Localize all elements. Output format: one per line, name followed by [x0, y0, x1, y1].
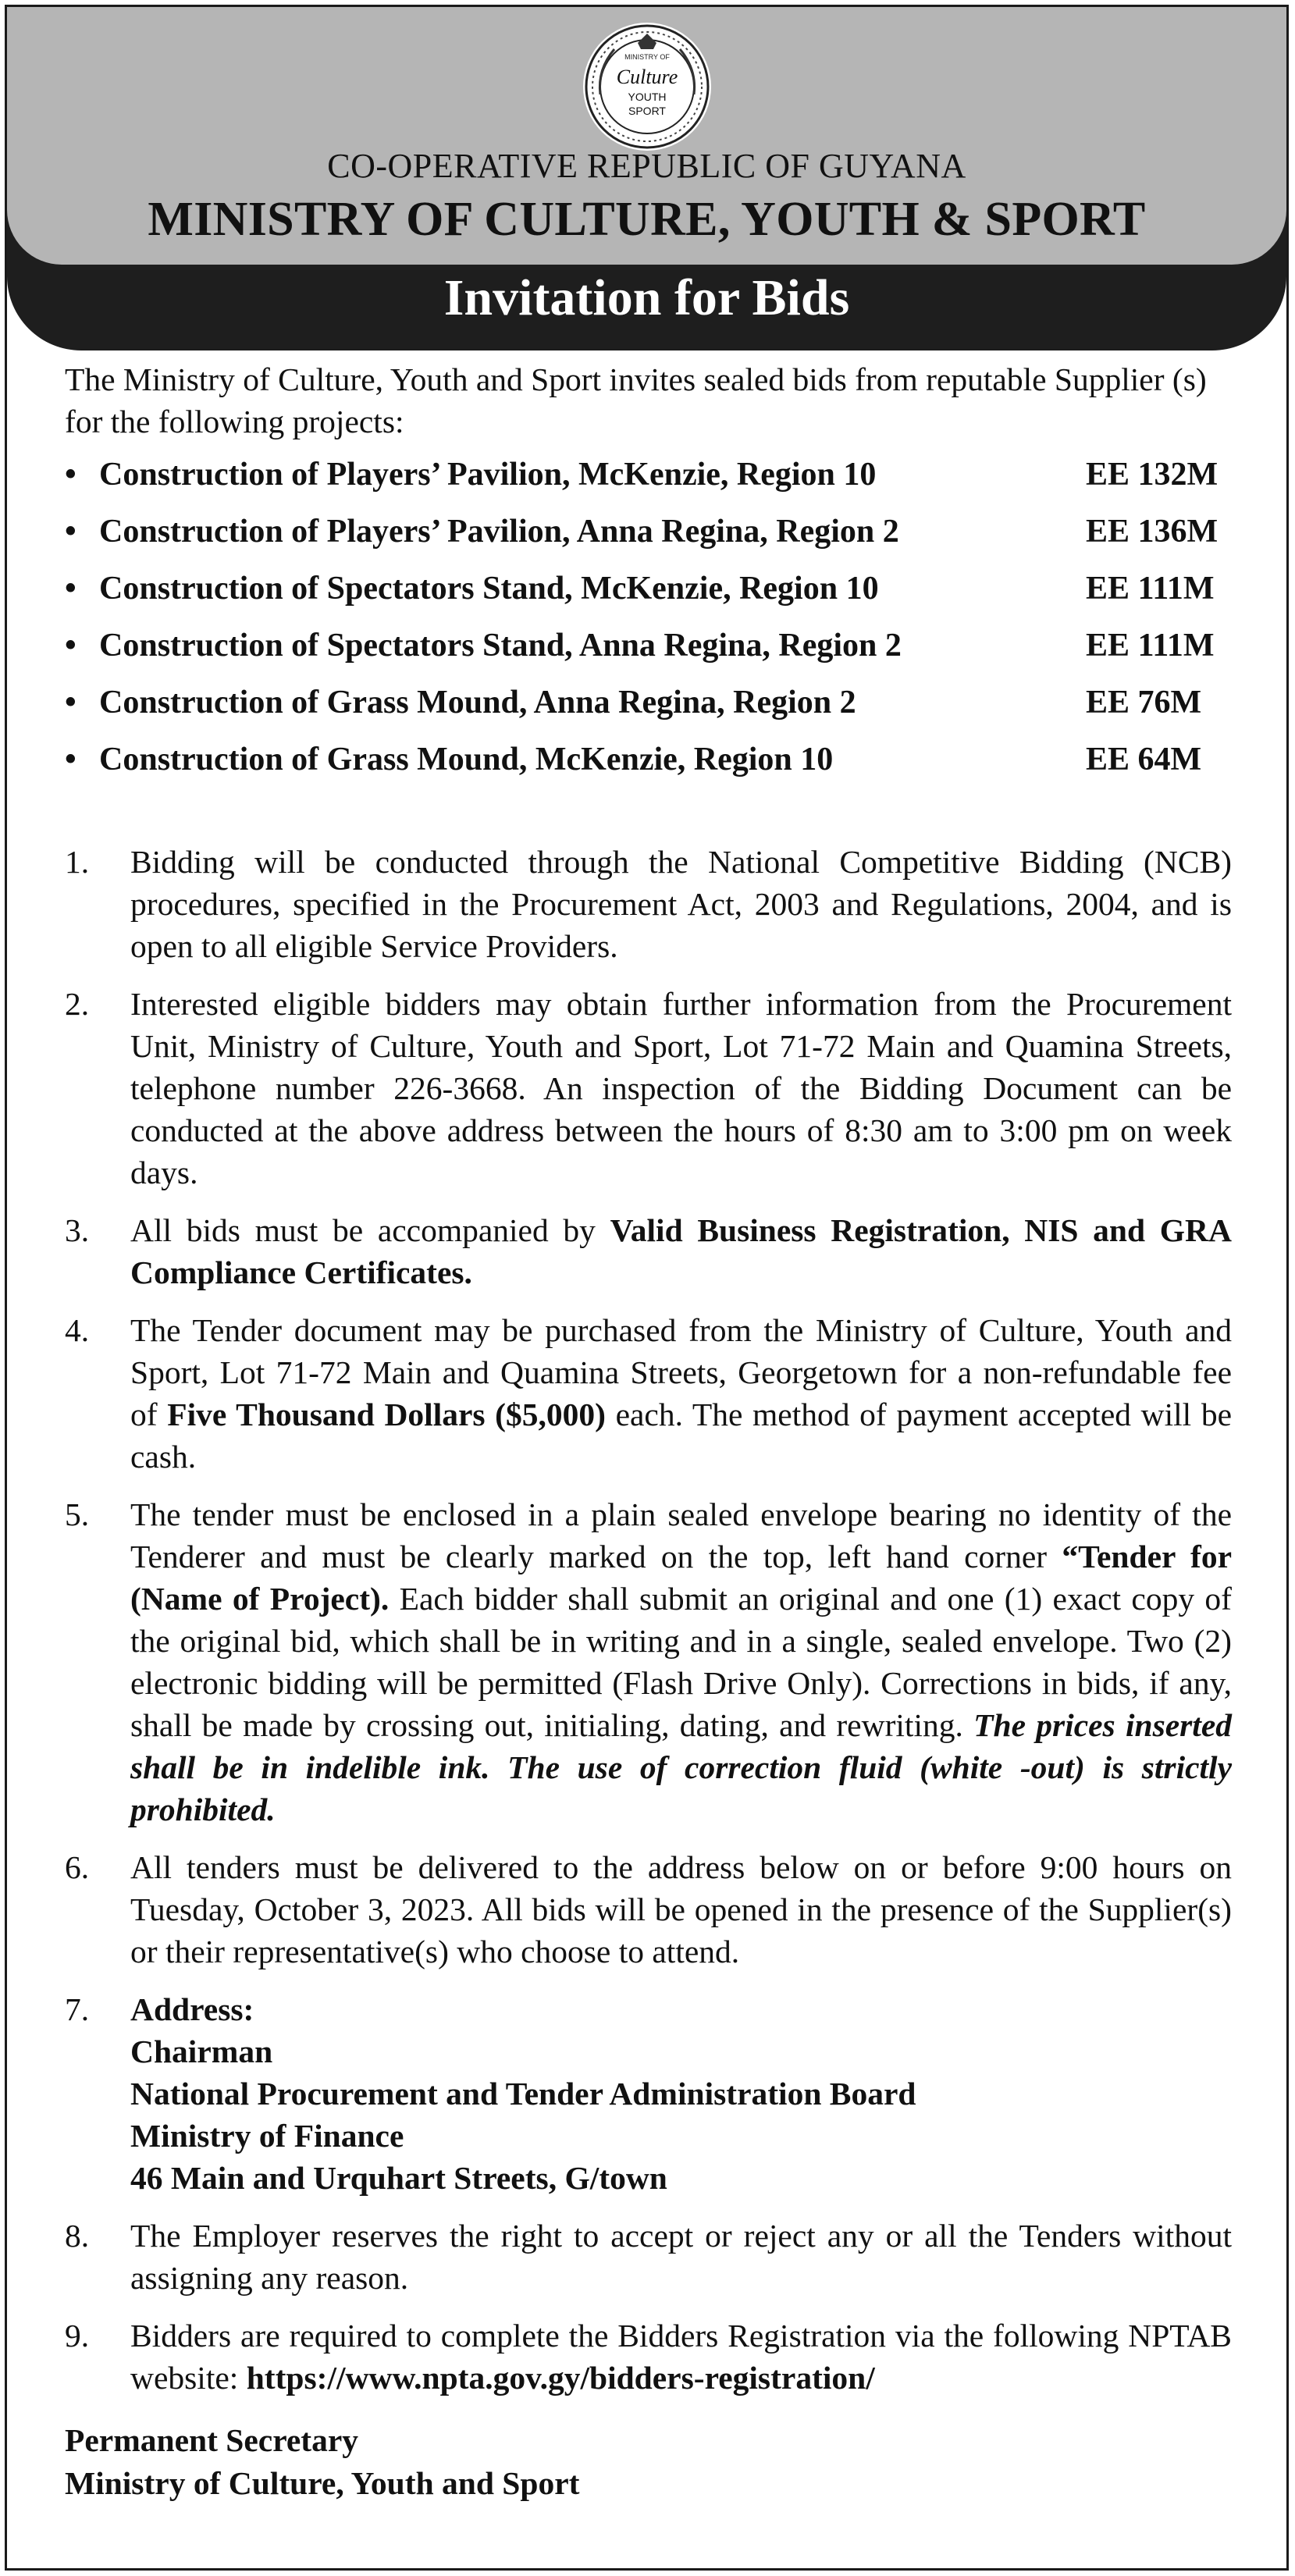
- notice-body: [65, 358, 1232, 2505]
- item-number: 3.: [65, 1212, 90, 1248]
- address-line: Chairman: [130, 2033, 273, 2069]
- instruction-item: [65, 2215, 1232, 2299]
- seal-text-top: MINISTRY OF: [624, 53, 670, 61]
- project-list: [65, 454, 1232, 795]
- project-estimate: EE 76M: [1086, 685, 1202, 720]
- item-text: Bidding will be conducted through the National Competitive Bidding (NCB) procedures, specified in the Procurement Act, 2003 and Regulations, 2004, and is open to all eligible Service Providers.: [130, 844, 1232, 964]
- item-number: 6.: [65, 1849, 90, 1885]
- ministry-seal-logo: [583, 23, 711, 151]
- ministry-name: MINISTRY OF CULTURE, YOUTH & SPORT: [148, 193, 1146, 246]
- seal-text-sport: SPORT: [628, 105, 666, 117]
- item-number: 9.: [65, 2318, 90, 2354]
- address-heading: Address:: [130, 1991, 254, 2027]
- project-name: Construction of Spectators Stand, McKenzie, Region 10: [99, 571, 879, 607]
- item-number: 7.: [65, 1991, 90, 2027]
- instruction-item: [65, 1988, 1232, 2199]
- bullet-icon: •: [65, 571, 76, 607]
- item-text-bold: Valid Business Registration, NIS and GRA Compliance Certificates.: [130, 1212, 1232, 1290]
- project-item: [65, 454, 1232, 511]
- item-number: 2.: [65, 986, 90, 1022]
- item-text: [130, 2314, 1232, 2399]
- item-number: 5.: [65, 1496, 90, 1532]
- address-line: Ministry of Finance: [130, 2118, 404, 2154]
- bid-notice: [5, 5, 1289, 2571]
- instruction-item: [65, 2314, 1232, 2399]
- seal-text-youth: YOUTH: [628, 91, 666, 103]
- item-number: 4.: [65, 1312, 90, 1348]
- project-name: Construction of Spectators Stand, Anna Regina, Region 2: [99, 628, 902, 664]
- signatory-ministry: Ministry of Culture, Youth and Sport: [65, 2465, 580, 2501]
- bullet-icon: •: [65, 742, 76, 777]
- item-text-part: The Tender document may be purchased from the Ministry of Culture, Youth and Sport, Lot 71-72 Main and Quamina Streets, Georgetown for a non-refundable fee of: [130, 1312, 1232, 1432]
- item-text: [130, 1209, 1232, 1293]
- item-text-bold-italic: The prices inserted shall be in indelible ink. The use of correction fluid (white -out) is strictly prohibited.: [130, 1707, 1232, 1827]
- item-text-bold: Five Thousand Dollars ($5,000): [167, 1397, 606, 1432]
- address-line: 46 Main and Urquhart Streets, G/town: [130, 2160, 667, 2196]
- item-text-part: Each bidder shall submit an original and one (1) exact copy of the original bid, which shall be in writing and in a single, sealed envelope. Two (2) electronic bidding will be permitted (Flash Drive Only). Corrections in bids, if any, shall be made by crossing out, initialing, dating, and rewriting.: [130, 1581, 1233, 1743]
- project-name: Construction of Players’ Pavilion, Anna Regina, Region 2: [99, 514, 899, 550]
- country-name: CO-OPERATIVE REPUBLIC OF GUYANA: [327, 147, 966, 185]
- instruction-item: [65, 1209, 1232, 1293]
- project-item: [65, 624, 1232, 681]
- item-text: All tenders must be delivered to the address below on or before 9:00 hours on Tuesday, October 3, 2023. All bids will be opened in the presence of the Supplier(s) or their representative(s) who choose to attend.: [130, 1849, 1232, 1969]
- project-estimate: EE 111M: [1086, 571, 1215, 607]
- instruction-item: [65, 983, 1232, 1194]
- item-text-bold: “Tender for (Name of Project).: [130, 1539, 1232, 1617]
- registration-link[interactable]: https://www.npta.gov.gy/bidders-registration/: [246, 2360, 875, 2396]
- instruction-item: [65, 841, 1232, 967]
- item-text-part: Bidders are required to complete the Bidders Registration via the following NPTAB website:: [130, 2318, 1232, 2396]
- bullet-icon: •: [65, 628, 76, 664]
- item-text: [130, 1309, 1232, 1478]
- project-item: [65, 738, 1232, 795]
- seal-graphic: [583, 23, 711, 151]
- item-text-part: The tender must be enclosed in a plain sealed envelope bearing no identity of the Tenderer and must be clearly marked on the top, left hand corner: [130, 1496, 1232, 1574]
- project-name: Construction of Grass Mound, McKenzie, Region 10: [99, 742, 834, 777]
- item-text: The Employer reserves the right to accept or reject any or all the Tenders without assigning any reason.: [130, 2218, 1232, 2296]
- project-name: Construction of Grass Mound, Anna Regina, Region 2: [99, 685, 856, 720]
- address-line: National Procurement and Tender Administration Board: [130, 2076, 916, 2112]
- signatory-title: Permanent Secretary: [65, 2422, 359, 2458]
- bullet-icon: •: [65, 514, 76, 550]
- item-number: 1.: [65, 844, 90, 880]
- item-number: 8.: [65, 2218, 90, 2254]
- item-text-part: each. The method of payment accepted will be cash.: [130, 1397, 1232, 1475]
- project-item: [65, 568, 1232, 624]
- project-estimate: EE 132M: [1086, 457, 1219, 493]
- bullet-icon: •: [65, 457, 76, 493]
- project-estimate: EE 64M: [1086, 742, 1202, 777]
- project-name: Construction of Players’ Pavilion, McKenzie, Region 10: [99, 457, 877, 493]
- address-block: [130, 1988, 1232, 2199]
- instruction-item: [65, 1493, 1232, 1831]
- notice-header: [7, 7, 1286, 350]
- instruction-item: [65, 1846, 1232, 1973]
- instruction-item: [65, 1309, 1232, 1478]
- notice-title: Invitation for Bids: [443, 269, 850, 326]
- item-text: [130, 1493, 1232, 1831]
- project-item: [65, 681, 1232, 738]
- instruction-list: [65, 841, 1232, 2399]
- project-estimate: EE 111M: [1086, 628, 1215, 664]
- signature-block: [65, 2419, 1232, 2505]
- item-text-part: All bids must be accompanied by: [130, 1212, 610, 1248]
- project-item: [65, 511, 1232, 568]
- intro-paragraph: The Ministry of Culture, Youth and Sport invites sealed bids from reputable Supplier (s) for the following projects:: [65, 361, 1207, 439]
- project-estimate: EE 136M: [1086, 514, 1219, 550]
- item-text: Interested eligible bidders may obtain further information from the Procurement Unit, Ministry of Culture, Youth and Sport, Lot 71-72 Main and Quamina Streets, telephone number 226-3668. An inspection of the Bidding Document can be conducted at the above address between the hours of 8:30 am to 3:00 pm on week days.: [130, 986, 1232, 1190]
- bullet-icon: •: [65, 685, 76, 720]
- seal-text-culture: Culture: [616, 66, 678, 88]
